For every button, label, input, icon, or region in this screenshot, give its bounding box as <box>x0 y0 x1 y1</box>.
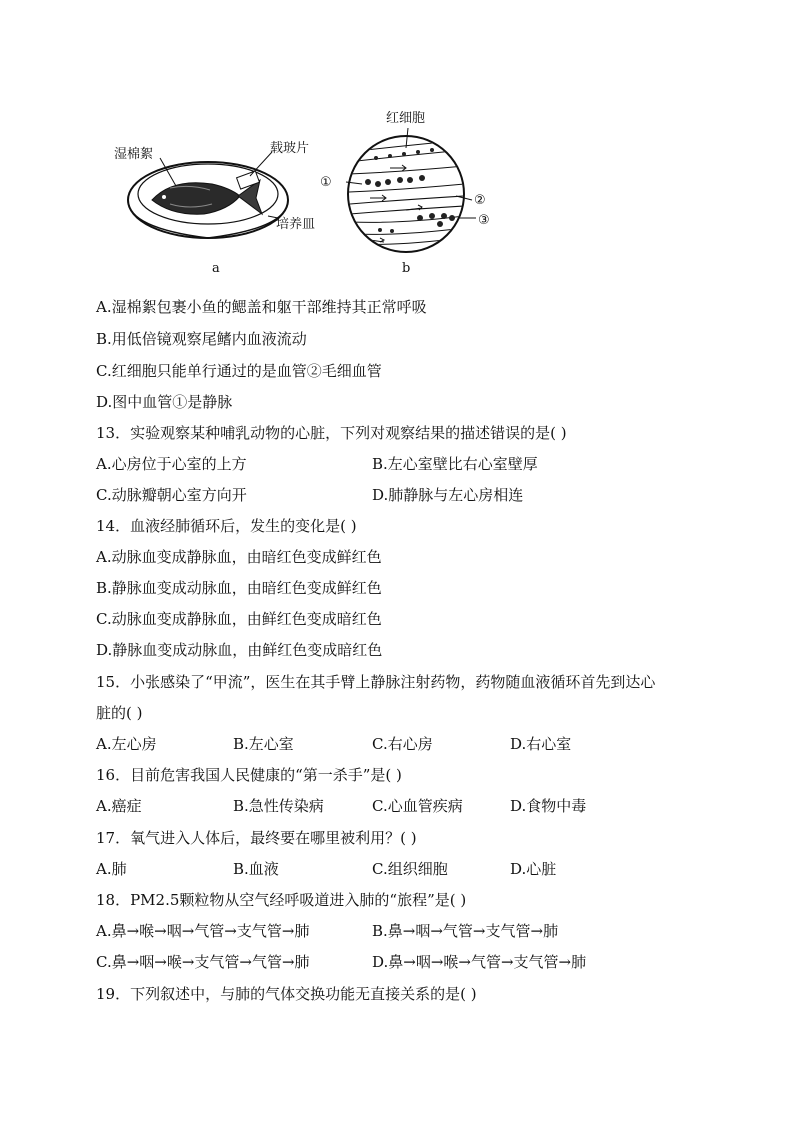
q13-option-d: D.肺静脉与左心房相连 <box>372 486 524 504</box>
q19-stem: 19．下列叙述中，与肺的气体交换功能无直接关系的是( ) <box>96 985 477 1003</box>
q16-stem: 16．目前危害我国人民健康的“第一杀手”是( ) <box>96 766 402 784</box>
label-rbc: 红细胞 <box>386 111 426 126</box>
q17-option-a: A.肺 <box>96 860 127 878</box>
label-marker-2: ② <box>474 193 486 208</box>
q12-option-c: C.红细胞只能单行通过的是血管②毛细血管 <box>96 362 382 380</box>
figure-svg <box>100 100 520 280</box>
q16-option-d: D.食物中毒 <box>510 797 587 815</box>
q14-option-d: D.静脉血变成动脉血，由鲜红色变成暗红色 <box>96 641 383 659</box>
q14-option-a: A.动脉血变成静脉血，由暗红色变成鲜红色 <box>96 548 382 566</box>
q12-option-a: A.湿棉絮包裹小鱼的鳃盖和躯干部维持其正常呼吸 <box>96 298 427 316</box>
petri-dish-diagram <box>114 140 315 276</box>
q13-option-b: B.左心室壁比右心室壁厚 <box>372 455 538 473</box>
q15-stem-line2: 脏的( ) <box>96 704 143 722</box>
q14-option-c: C.动脉血变成静脉血，由鲜红色变成暗红色 <box>96 610 382 628</box>
q13-option-c: C.动脉瓣朝心室方向开 <box>96 486 247 504</box>
label-marker-1: ① <box>320 175 332 190</box>
q18-option-a: A.鼻→喉→咽→气管→支气管→肺 <box>96 922 310 940</box>
q18-option-b: B.鼻→咽→气管→支气管→肺 <box>372 922 559 940</box>
caption-a: a <box>212 261 220 276</box>
q16-option-c: C.心血管疾病 <box>372 797 463 815</box>
q16-option-b: B.急性传染病 <box>233 797 324 815</box>
q18-stem: 18．PM2.5颗粒物从空气经呼吸道进入肺的“旅程”是( ) <box>96 891 467 909</box>
label-marker-3: ③ <box>478 213 490 228</box>
q15-option-c: C.右心房 <box>372 735 433 753</box>
q12-option-d: D.图中血管①是静脉 <box>96 393 233 411</box>
q15-option-a: A.左心房 <box>96 735 157 753</box>
experiment-figure <box>100 100 520 280</box>
q17-stem: 17．氧气进入人体后，最终要在哪里被利用？( ) <box>96 829 417 847</box>
q14-stem: 14．血液经肺循环后，发生的变化是( ) <box>96 517 357 535</box>
label-dish: 培养皿 <box>276 217 316 232</box>
caption-b: b <box>402 261 411 276</box>
q12-option-b: B.用低倍镜观察尾鳍内血液流动 <box>96 330 307 348</box>
q16-option-a: A.癌症 <box>96 797 142 815</box>
label-wet-cotton: 湿棉絮 <box>114 147 154 162</box>
q13-option-a: A.心房位于心室的上方 <box>96 455 247 473</box>
q15-stem-line1: 15．小张感染了“甲流”，医生在其手臂上静脉注射药物，药物随血液循环首先到达心 <box>96 673 656 691</box>
q18-option-d: D.鼻→咽→喉→气管→支气管→肺 <box>372 953 587 971</box>
q13-stem: 13．实验观察某种哺乳动物的心脏，下列对观察结果的描述错误的是( ) <box>96 424 567 442</box>
q18-option-c: C.鼻→咽→喉→支气管→气管→肺 <box>96 953 310 971</box>
q14-option-b: B.静脉血变成动脉血，由暗红色变成鲜红色 <box>96 579 382 597</box>
q15-option-b: B.左心室 <box>233 735 294 753</box>
label-slide: 载玻片 <box>270 141 310 156</box>
q17-option-b: B.血液 <box>233 860 279 878</box>
microscope-view-diagram <box>320 111 490 276</box>
q17-option-c: C.组织细胞 <box>372 860 448 878</box>
q17-option-d: D.心脏 <box>510 860 557 878</box>
q15-option-d: D.右心室 <box>510 735 572 753</box>
